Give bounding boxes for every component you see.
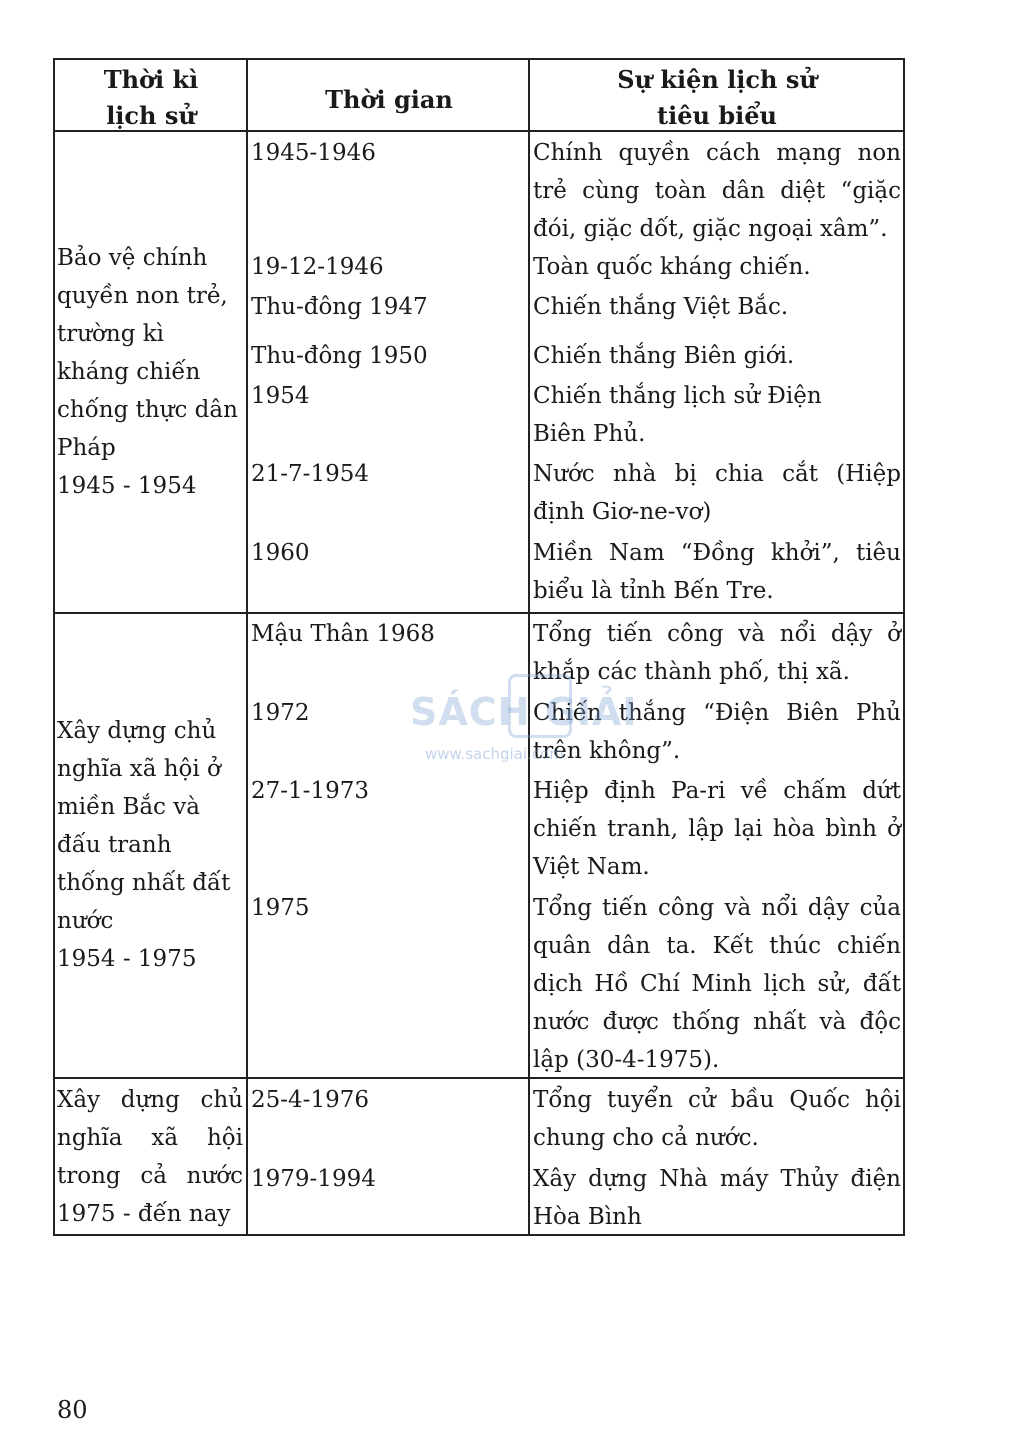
- event-2-1: Tổng tiến công và nổi dậy ở khắp các thành phố, thị xã.: [533, 621, 901, 685]
- event-2-3: Hiệp định Pa-ri về chấm dứt chiến tranh, lập lại hòa bình ở Việt Nam.: [533, 778, 901, 880]
- date-mau-than-1968: Mậu Thân 1968: [251, 621, 435, 647]
- column-divider-1: [246, 58, 248, 1236]
- date-1945-1946: 1945-1946: [251, 140, 376, 166]
- event-1-6: Nước nhà bị chia cắt (Hiệp định Giơ-ne-vơ): [533, 461, 901, 525]
- column-divider-2: [528, 58, 530, 1236]
- header-period: Thời kì lịch sử: [103, 65, 199, 130]
- event-1-2: Toàn quốc kháng chiến.: [533, 254, 811, 280]
- table-border-left: [53, 58, 55, 1236]
- event-3-2: Xây dựng Nhà máy Thủy điện Hòa Bình: [533, 1166, 901, 1230]
- event-2-4: Tổng tiến công và nổi dậy của quân dân ta. Kết thúc chiến dịch Hồ Chí Minh lịch sử, đất nước được thống nhất và độc lập (30-4-1975).: [533, 895, 901, 1073]
- event-1-5: Chiến thắng lịch sử Điện Biên Phủ.: [533, 383, 822, 447]
- date-1975: 1975: [251, 895, 310, 921]
- date-thu-dong-1947: Thu-đông 1947: [251, 294, 428, 320]
- table-border-top: [53, 58, 905, 60]
- page-number: 80: [57, 1396, 88, 1424]
- event-1-1: Chính quyền cách mạng non trẻ cùng toàn dân diệt “giặc đói, giặc dốt, giặc ngoại xâm”.: [533, 140, 901, 242]
- event-1-4: Chiến thắng Biên giới.: [533, 343, 795, 369]
- period-2: Xây dựng chủ nghĩa xã hội ở miền Bắc và đấu tranh thống nhất đất nước 1954 - 1975: [57, 718, 231, 972]
- date-1960: 1960: [251, 540, 310, 566]
- date-1979-1994: 1979-1994: [251, 1166, 376, 1192]
- date-19-12-1946: 19-12-1946: [251, 254, 384, 280]
- period-1: Bảo vệ chính quyền non trẻ, trường kì kháng chiến chống thực dân Pháp 1945 - 1954: [57, 245, 238, 499]
- header-time: Thời gian: [325, 85, 453, 114]
- event-2-2: Chiến thắng “Điện Biên Phủ trên không”.: [533, 700, 901, 764]
- date-1972: 1972: [251, 700, 310, 726]
- event-1-7: Miền Nam “Đồng khởi”, tiêu biểu là tỉnh Bến Tre.: [533, 540, 901, 604]
- watermark-url: www.sachgiai.com: [425, 745, 564, 763]
- table-border-right: [903, 58, 905, 1236]
- watermark-brand: SÁCH GIẢI: [410, 690, 638, 734]
- date-1954: 1954: [251, 383, 310, 409]
- period-3: Xây dựng chủ nghĩa xã hội trong cả nước 1975 - đến nay: [57, 1087, 243, 1227]
- event-3-1: Tổng tuyển cử bầu Quốc hội chung cho cả nước.: [533, 1087, 901, 1151]
- date-21-7-1954: 21-7-1954: [251, 461, 369, 487]
- section1-divider: [53, 612, 905, 614]
- date-thu-dong-1950: Thu-đông 1950: [251, 343, 428, 369]
- date-25-4-1976: 25-4-1976: [251, 1087, 369, 1113]
- event-1-3: Chiến thắng Việt Bắc.: [533, 294, 789, 320]
- header-events: Sự kiện lịch sử tiêu biểu: [617, 65, 817, 130]
- date-27-1-1973: 27-1-1973: [251, 778, 369, 804]
